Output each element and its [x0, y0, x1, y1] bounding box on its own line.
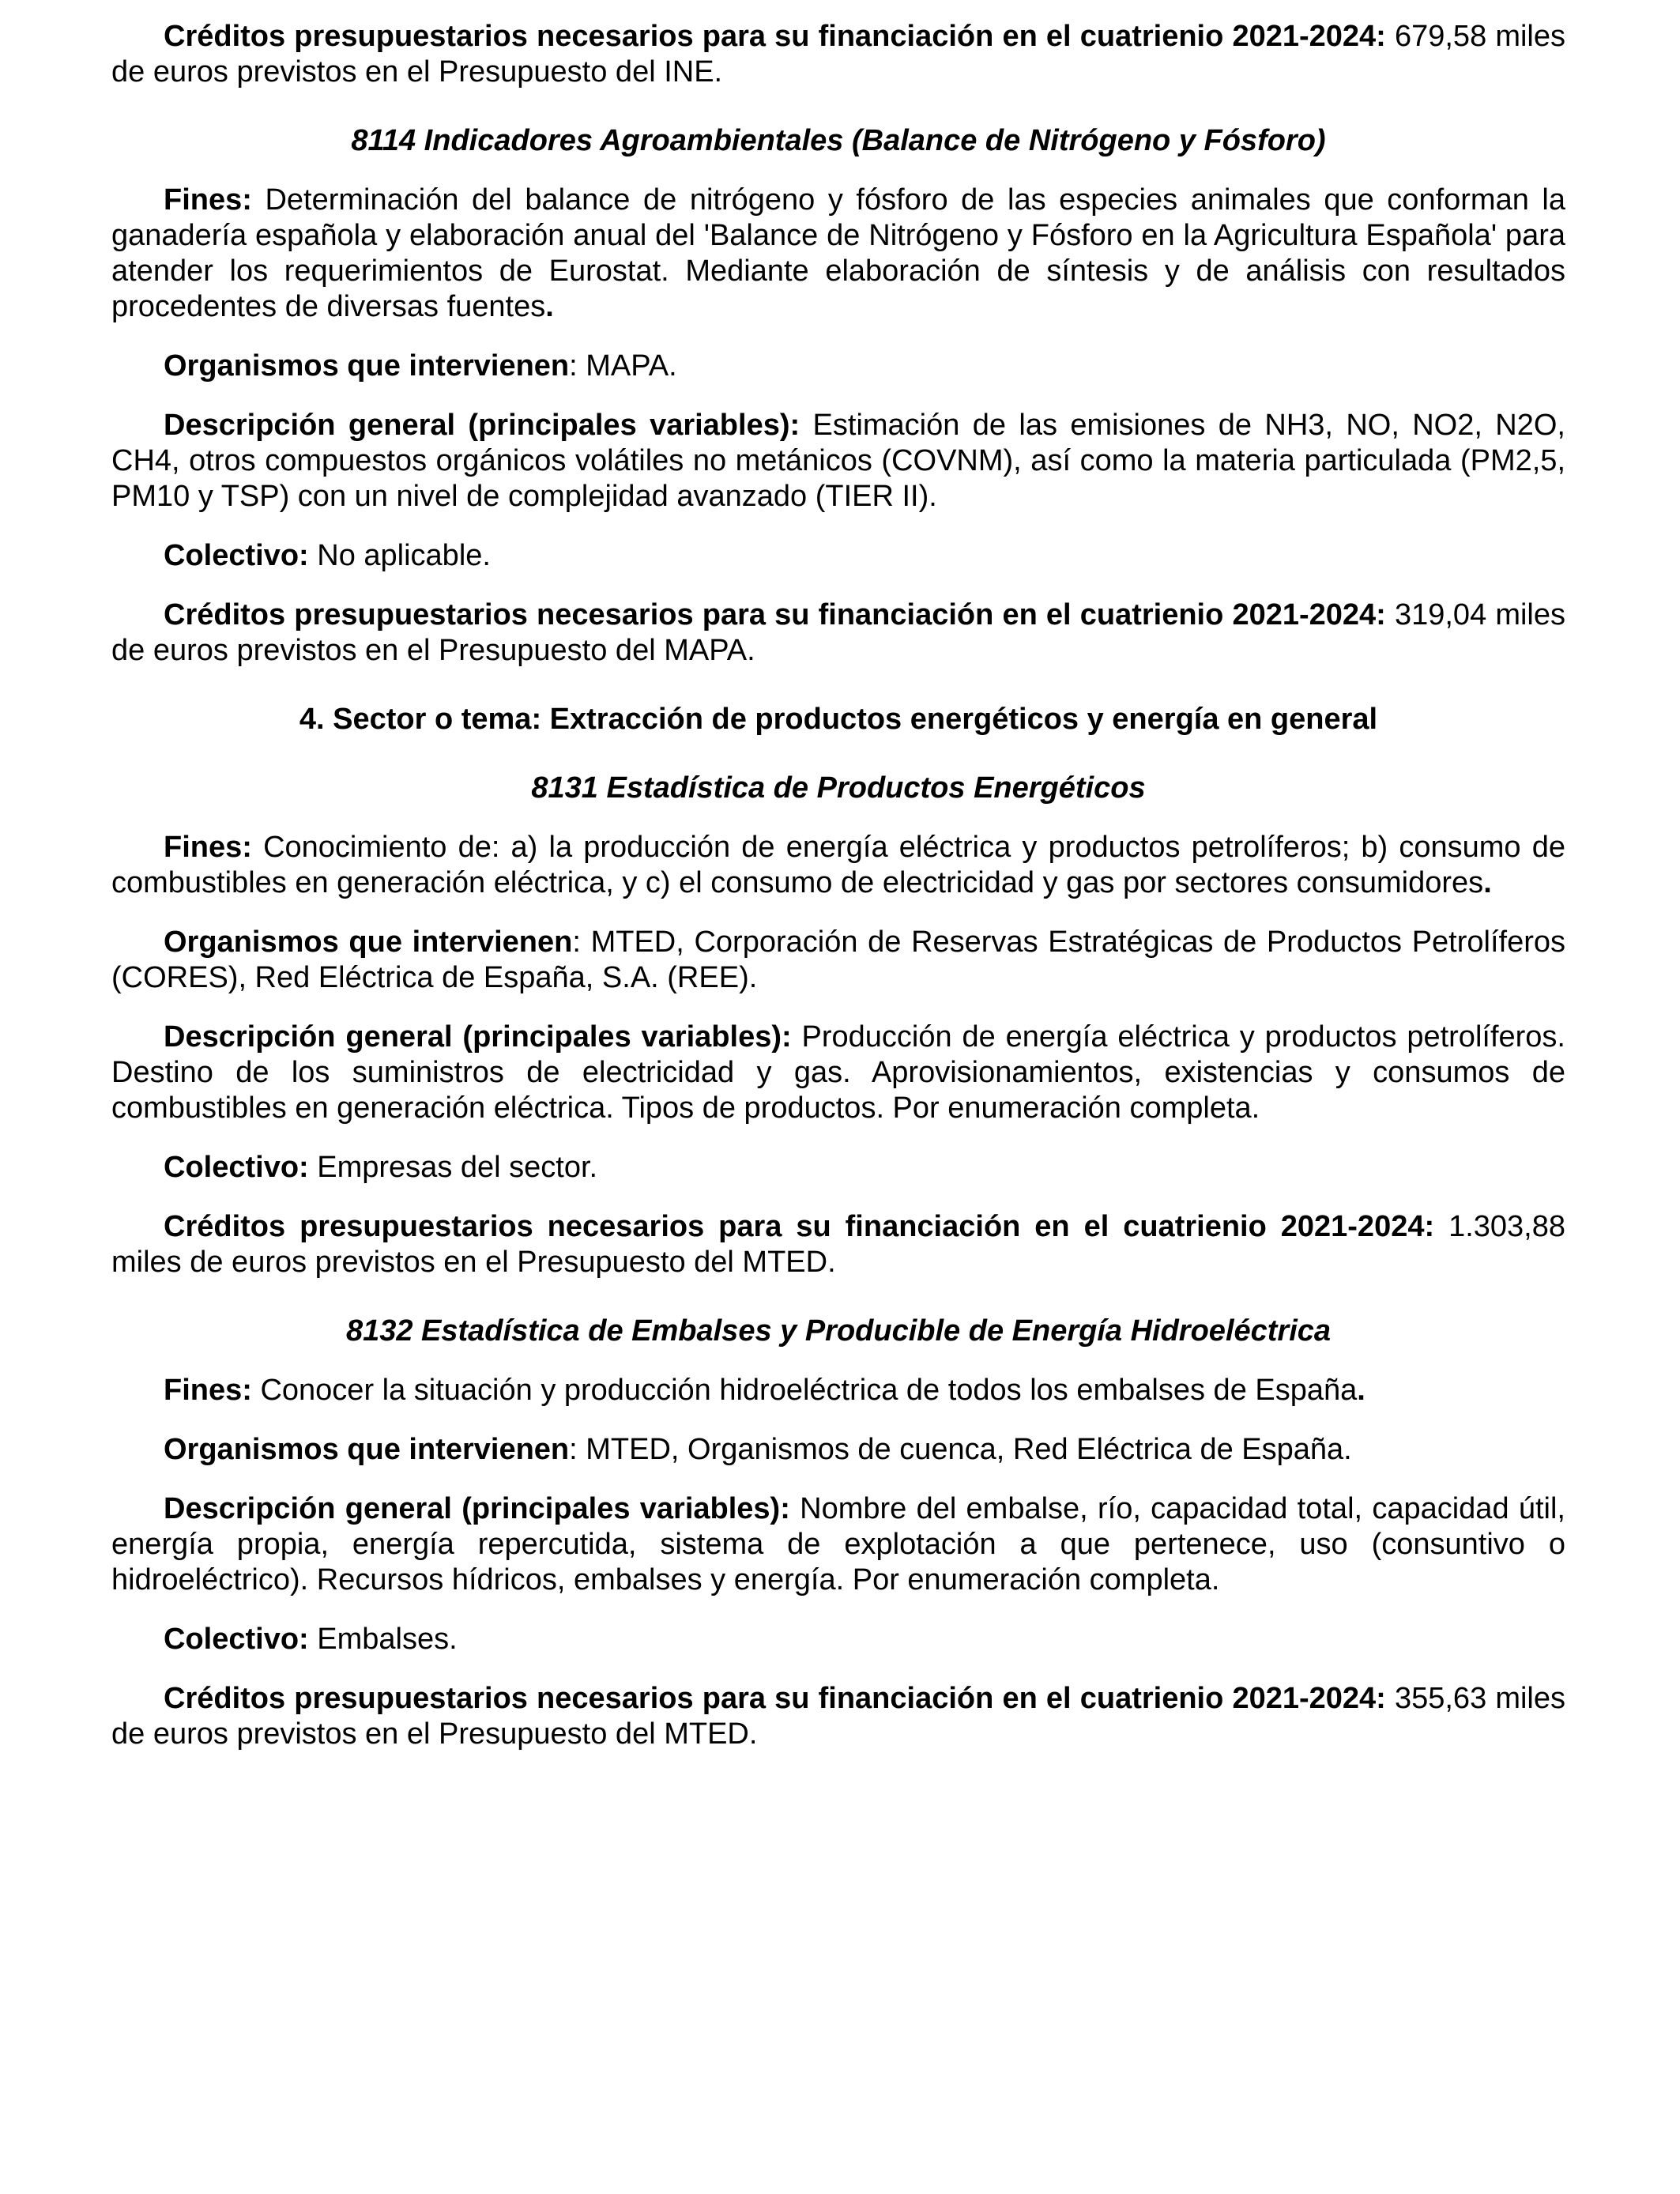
- field-value: 679,58 miles de euros previstos en el Presupuesto del INE.: [111, 20, 1565, 89]
- field-value: Nombre del embalse, río, capacidad total, capacidad útil, energía propia, energía repercutida, sistema de explotación a que pertenece, uso (consuntivo o hidroeléctrico). Recursos hídricos, embalses y energía. Por enumeración completa.: [111, 1492, 1565, 1596]
- field-label: Descripción general (principales variables):: [164, 1020, 792, 1054]
- field-value: 1.303,88 miles de euros previstos en el Presupuesto del MTED.: [111, 1210, 1565, 1279]
- field-value: Conocer la situación y producción hidroeléctrica de todos los embalses de España: [251, 1374, 1358, 1407]
- descripcion-paragraph-8131: [111, 1020, 1565, 1126]
- field-tail: .: [1357, 1374, 1365, 1407]
- section-heading-8114: 8114 Indicadores Agroambientales (Balance de Nitrógeno y Fósforo): [351, 124, 1326, 157]
- field-label: Colectivo:: [164, 1151, 309, 1184]
- field-value: : MTED, Corporación de Reservas Estratégicas de Productos Petrolíferos (CORES), Red Eléctrica de España, S.A. (REE).: [111, 925, 1565, 994]
- field-label: Descripción general (principales variables):: [164, 409, 800, 442]
- field-label: Descripción general (principales variables):: [164, 1492, 790, 1525]
- field-label: Colectivo:: [164, 1623, 309, 1656]
- field-value: No aplicable.: [308, 539, 491, 572]
- field-label: Fines:: [164, 1374, 252, 1407]
- fines-paragraph-8132: [111, 1373, 1565, 1408]
- field-value: Embalses.: [308, 1623, 458, 1656]
- descripcion-paragraph-8114: [111, 408, 1565, 515]
- field-label: Organismos que intervienen: [164, 349, 570, 383]
- field-value: Determinación del balance de nitrógeno y fósforo de las especies animales que conforman la ganadería española y elaboración anual del 'Balance de Nitrógeno y Fósforo en la Agricultura Española' para atender los requerimientos de Eurostat. Mediante elaboración de síntesis y de análisis con resultados procedentes de diversas fuentes: [111, 183, 1565, 323]
- field-label: Créditos presupuestarios necesarios para su financiación en el cuatrienio 2021-2024:: [164, 20, 1386, 53]
- section-heading-8132: 8132 Estadística de Embalses y Producible de Energía Hidroeléctrica: [345, 1314, 1332, 1348]
- descripcion-paragraph-8132: [111, 1491, 1565, 1598]
- field-label: Créditos presupuestarios necesarios para su financiación en el cuatrienio 2021-2024:: [164, 598, 1386, 631]
- sector-heading: 4. Sector o tema: Extracción de productos energéticos y energía en general: [299, 703, 1378, 736]
- fines-paragraph-8131: [111, 830, 1565, 901]
- field-tail: .: [1483, 866, 1492, 899]
- field-value: : MTED, Organismos de cuenca, Red Eléctrica de España.: [569, 1433, 1352, 1466]
- field-value: : MAPA.: [569, 349, 677, 383]
- field-label: Créditos presupuestarios necesarios para su financiación en el cuatrienio 2021-2024:: [164, 1210, 1435, 1243]
- field-value: Conocimiento de: a) la producción de energía eléctrica y productos petrolíferos; b) consumo de combustibles en generación eléctrica, y c) el consumo de electricidad y gas por sectores consumidores: [111, 831, 1565, 899]
- field-value: Estimación de las emisiones de NH3, NO, NO2, N2O, CH4, otros compuestos orgánicos volátiles no metánicos (COVNM), así como la materia particulada (PM2,5, PM10 y TSP) con un nivel de complejidad avanzado (TIER II).: [111, 409, 1565, 513]
- field-label: Fines:: [164, 831, 252, 864]
- colectivo-paragraph-8132: [111, 1622, 1565, 1657]
- organismos-paragraph-8114: [111, 349, 1565, 384]
- colectivo-paragraph-8114: [111, 538, 1565, 574]
- field-label: Fines:: [164, 183, 252, 217]
- field-label: Organismos que intervienen: [164, 1433, 570, 1466]
- credits-paragraph-8114: [111, 598, 1565, 669]
- field-label: Colectivo:: [164, 539, 309, 572]
- credits-paragraph-8131: [111, 1209, 1565, 1280]
- document-page: [111, 19, 1565, 1776]
- field-value: Empresas del sector.: [308, 1151, 598, 1184]
- colectivo-paragraph-8131: [111, 1150, 1565, 1186]
- field-label: Organismos que intervienen: [164, 925, 573, 959]
- organismos-paragraph-8132: [111, 1432, 1565, 1468]
- field-label: Créditos presupuestarios necesarios para su financiación en el cuatrienio 2021-2024:: [164, 1682, 1386, 1715]
- field-value: 355,63 miles de euros previstos en el Presupuesto del MTED.: [111, 1682, 1565, 1751]
- section-heading-8131: 8131 Estadística de Productos Energéticos: [531, 771, 1146, 805]
- credits-paragraph-8132: [111, 1681, 1565, 1752]
- field-value: 319,04 miles de euros previstos en el Presupuesto del MAPA.: [111, 598, 1565, 667]
- organismos-paragraph-8131: [111, 925, 1565, 996]
- fines-paragraph-8114: [111, 183, 1565, 325]
- credits-paragraph-ine: [111, 19, 1565, 90]
- field-tail: .: [545, 290, 554, 323]
- field-value: Producción de energía eléctrica y productos petrolíferos. Destino de los suministros de electricidad y gas. Aprovisionamientos, existencias y consumos de combustibles en generación eléctrica. Tipos de productos. Por enumeración completa.: [111, 1020, 1565, 1125]
